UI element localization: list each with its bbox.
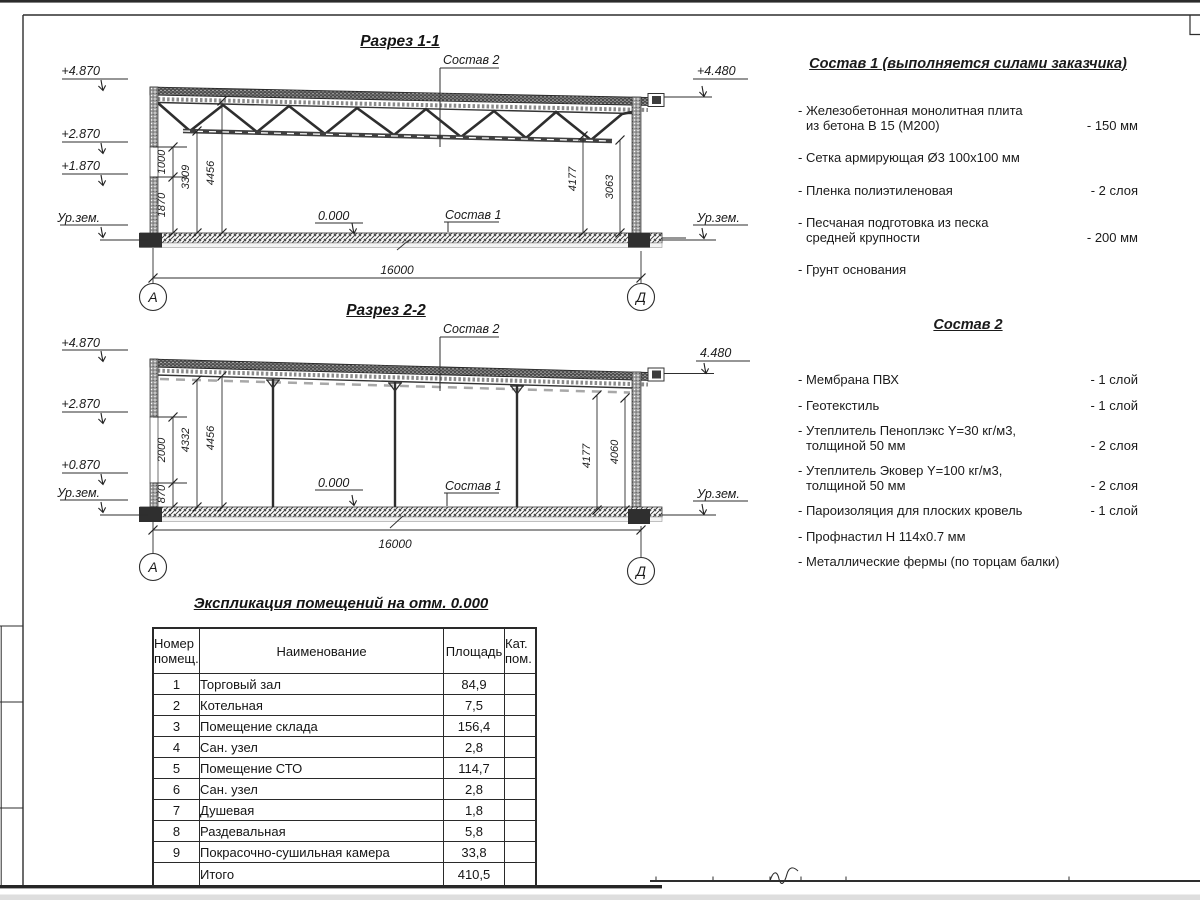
- elevation-marks-right: [664, 64, 748, 239]
- cell-cat: [505, 716, 537, 737]
- dimension-label: 16000: [378, 537, 412, 551]
- zero-label: 0.000: [318, 209, 350, 223]
- item-text: - Геотекстиль: [798, 397, 880, 413]
- list-item: [798, 373, 1138, 388]
- elevation-label: +2.870: [61, 127, 100, 141]
- ground-level-label: Ур.зем.: [57, 486, 100, 500]
- leader-label: Состав 2: [443, 322, 500, 336]
- cell-name: Торговый зал: [200, 674, 444, 695]
- sheet-bottom-strip: [0, 895, 1200, 900]
- dimension-label: 4456: [205, 425, 217, 451]
- ground-level-label: Ур.зем.: [697, 487, 740, 501]
- explication-table: [152, 627, 537, 888]
- left-wall: [150, 359, 158, 507]
- table-row: [153, 758, 536, 779]
- table-row: [153, 674, 536, 695]
- floor-slab: [140, 507, 662, 517]
- cell-cat: [505, 842, 537, 863]
- list-item: [798, 555, 1138, 570]
- elevation-label: +1.870: [61, 159, 100, 173]
- item-value: - 1 слой: [1090, 372, 1138, 387]
- dimensions-left: [156, 97, 227, 238]
- dimension-label: 4332: [180, 427, 192, 453]
- cell-num: 7: [153, 800, 200, 821]
- cell-name: Помещение склада: [200, 716, 444, 737]
- right-footing: [628, 233, 650, 248]
- section-2-2: [56, 322, 750, 585]
- dimensions-right: [581, 391, 630, 515]
- cell-num: 6: [153, 779, 200, 800]
- list-item: [798, 216, 1138, 245]
- cell-num: 9: [153, 842, 200, 863]
- item-text: - Металлические фермы (по торцам балки): [798, 554, 1060, 569]
- sostav-1-list: [798, 56, 1138, 296]
- col-header-cat: Кат. пом.: [505, 628, 537, 674]
- floor-slab: [140, 233, 662, 243]
- elevation-label: +4.480: [697, 64, 736, 78]
- table-row: [153, 695, 536, 716]
- item-text: - Мембрана ПВХ: [798, 372, 899, 387]
- axis-label: Д: [636, 563, 646, 579]
- item-text: - Железобетонная монолитная плита из бетона В 15 (М200): [798, 103, 1023, 133]
- item-value: - 1 слой: [1090, 397, 1138, 413]
- sostav-1-heading: Состав 1 (выполняется силами заказчика): [809, 56, 1127, 72]
- cell-cat: [505, 674, 537, 695]
- parapet-fill: [652, 96, 661, 104]
- cell-num: 3: [153, 716, 200, 737]
- dimension-label: 3063: [604, 174, 616, 200]
- dimension-label: 3309: [180, 164, 192, 190]
- cell-num: 4: [153, 737, 200, 758]
- elevation-marks-left: [56, 336, 128, 513]
- item-value: - 2 слоя: [1090, 477, 1138, 493]
- table-row: [153, 800, 536, 821]
- cell-area: 114,7: [444, 758, 505, 779]
- item-text: - Сетка армирующая Ø3 100х100 мм: [798, 150, 1020, 165]
- item-text: - Пленка полиэтиленовая: [798, 182, 953, 198]
- cell-num: 2: [153, 695, 200, 716]
- elevation-label: +4.870: [61, 64, 100, 78]
- cell-area: 7,5: [444, 695, 505, 716]
- ground-level-label: Ур.зем.: [697, 211, 740, 225]
- zero-level-mark: [315, 209, 363, 234]
- col-header-num: Номер помещ.: [153, 628, 200, 674]
- explication-title: Экспликация помещений на отм. 0.000: [193, 595, 489, 612]
- elevation-label: +4.870: [61, 336, 100, 350]
- item-text: - Профнастил Н 114х0.7 мм: [798, 528, 966, 544]
- cell-cat: [505, 758, 537, 779]
- cell-cat: [505, 779, 537, 800]
- cell-num: 1: [153, 674, 200, 695]
- cell-cat: [505, 737, 537, 758]
- cell-name: Покрасочно-сушильная камера: [200, 842, 444, 863]
- cell-name: Сан. узел: [200, 737, 444, 758]
- cell-area: 33,8: [444, 842, 505, 863]
- elevation-marks-left: [56, 64, 128, 238]
- dimension-label: 4060: [609, 439, 621, 465]
- axis-label: А: [148, 289, 158, 305]
- list-item: [798, 151, 1138, 166]
- zero-level-mark: [315, 476, 363, 506]
- cell-cat: [505, 863, 537, 888]
- dimension-label: 870: [156, 484, 168, 504]
- list-item: [798, 504, 1138, 519]
- leader-label: Состав 2: [443, 53, 500, 67]
- table-row: [153, 821, 536, 842]
- item-value: - 150 мм: [1086, 117, 1138, 133]
- cell-name: Раздевальная: [200, 821, 444, 842]
- elevation-marks-right: [664, 346, 750, 515]
- dimension-label: 4177: [567, 166, 579, 192]
- cell-name: Помещение СТО: [200, 758, 444, 779]
- leader-label: Состав 1: [445, 479, 502, 493]
- frame-corner-box: [1190, 15, 1200, 35]
- right-wall: [632, 372, 641, 510]
- item-value: - 2 слоя: [1090, 182, 1138, 198]
- item-value: - 2 слоя: [1090, 437, 1138, 453]
- table-row: [153, 737, 536, 758]
- cell-num: 8: [153, 821, 200, 842]
- section-2-2-title: [324, 302, 448, 320]
- cell-total-area: 410,5: [444, 863, 505, 888]
- list-item: [798, 399, 1138, 414]
- cell-num: [153, 863, 200, 888]
- elevation-label: +2.870: [61, 397, 100, 411]
- titleblock-edge: [650, 868, 1200, 884]
- section-title-text: Разрез 1-1: [360, 33, 440, 50]
- table-row: [153, 716, 536, 737]
- cell-cat: [505, 800, 537, 821]
- table-row: [153, 842, 536, 863]
- list-item: [798, 104, 1138, 133]
- cell-total-label: Итого: [200, 863, 444, 888]
- dimension-label: 16000: [380, 263, 414, 277]
- dimension-label: 1870: [156, 192, 168, 218]
- ground-level-label: Ур.зем.: [57, 211, 100, 225]
- cell-area: 5,8: [444, 821, 505, 842]
- cell-num: 5: [153, 758, 200, 779]
- overall-dimension: [140, 240, 655, 311]
- dimensions-right: [567, 132, 625, 238]
- elevation-label: +0.870: [61, 458, 100, 472]
- leader-sostav1: [444, 479, 501, 506]
- dimension-label: 4177: [581, 443, 593, 469]
- leader-label: Состав 1: [445, 208, 502, 222]
- axis-label: А: [148, 559, 158, 575]
- dimension-label: 1000: [156, 149, 168, 175]
- dimension-label: 4456: [205, 160, 217, 186]
- table-total-row: [153, 863, 536, 888]
- item-value: - 1 слой: [1090, 503, 1138, 518]
- right-footing: [628, 509, 650, 524]
- zero-label: 0.000: [318, 476, 350, 490]
- item-text: - Грунт основания: [798, 262, 907, 277]
- section-1-1: [56, 53, 748, 311]
- sheet-top-edge: [0, 0, 1200, 3]
- list-item: [798, 184, 1138, 199]
- cell-area: 2,8: [444, 737, 505, 758]
- sostav-2-list: [798, 317, 1138, 581]
- table-row: [153, 779, 536, 800]
- cell-cat: [505, 821, 537, 842]
- axis-label: Д: [636, 289, 646, 305]
- item-text: - Утеплитель Эковер Y=100 кг/м3, толщиной 50 мм: [798, 463, 1003, 493]
- cell-name: Котельная: [200, 695, 444, 716]
- col-header-name: Наименование: [200, 628, 444, 674]
- item-text: - Утеплитель Пеноплэкс Y=30 кг/м3, толщиной 50 мм: [798, 423, 1017, 453]
- cell-area: 2,8: [444, 779, 505, 800]
- cell-area: 1,8: [444, 800, 505, 821]
- elevation-label: 4.480: [700, 346, 732, 360]
- dimensions-left: [156, 372, 227, 512]
- cell-name: Сан. узел: [200, 779, 444, 800]
- parapet-fill: [652, 371, 661, 379]
- item-value: - 200 мм: [1086, 229, 1138, 245]
- dimension-label: 2000: [156, 437, 168, 463]
- section-title-text: Разрез 2-2: [346, 302, 426, 319]
- section-1-1-title: [338, 33, 462, 51]
- roof-slab: [150, 87, 651, 106]
- cell-cat: [505, 695, 537, 716]
- cell-name: Душевая: [200, 800, 444, 821]
- list-item: [798, 464, 1138, 493]
- list-item: [798, 424, 1138, 453]
- overall-dimension: [140, 516, 655, 585]
- item-text: - Песчаная подготовка из песка средней крупности: [798, 215, 989, 245]
- list-item: [798, 530, 1138, 545]
- table-header-row: [153, 628, 536, 674]
- right-wall: [632, 97, 641, 233]
- margin-cells: [0, 626, 23, 885]
- sostav-2-heading: Состав 2: [933, 317, 1003, 333]
- col-header-area: Площадь: [444, 628, 505, 674]
- cell-area: 156,4: [444, 716, 505, 737]
- list-item: [798, 263, 1138, 278]
- leader-sostav1: [444, 208, 501, 232]
- item-text: - Пароизоляция для плоских кровель: [798, 503, 1023, 518]
- cell-area: 84,9: [444, 674, 505, 695]
